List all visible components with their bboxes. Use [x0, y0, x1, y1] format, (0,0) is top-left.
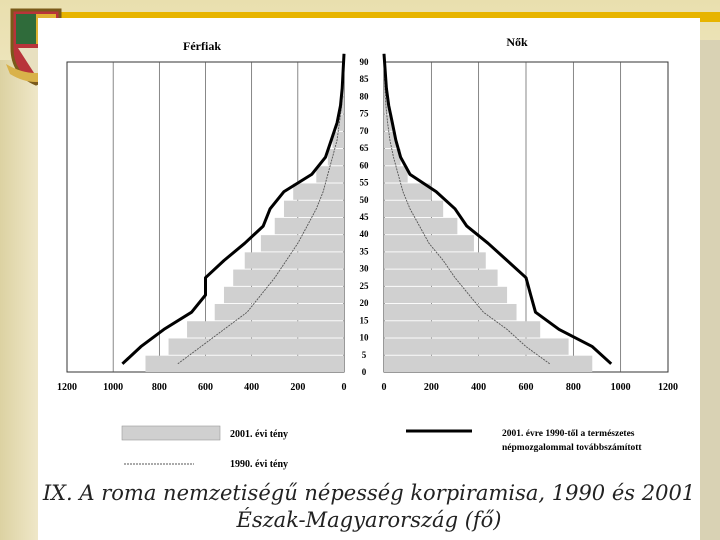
caption-line-1: IX. A roma nemzetiségű népesség korpiramisa, 1990 és 2001 [42, 481, 696, 505]
bar-male-2001 [187, 321, 344, 337]
y-tick-label: 40 [359, 229, 369, 240]
bar-male-2001 [316, 166, 344, 182]
y-tick-label: 85 [359, 74, 369, 85]
bar-female-2001 [384, 356, 592, 372]
x-tick-label-male: 0 [341, 382, 347, 393]
y-tick-label: 0 [361, 367, 367, 377]
plot-area [57, 54, 678, 393]
y-tick-label: 45 [359, 212, 369, 222]
bar-female-2001 [384, 166, 408, 182]
x-tick-label-female: 400 [471, 382, 487, 393]
x-tick-label-female: 600 [518, 382, 534, 393]
bar-female-2001 [384, 270, 498, 286]
y-tick-label: 55 [359, 177, 369, 188]
y-tick-label: 10 [359, 332, 369, 343]
bar-male-2001 [245, 252, 344, 268]
bar-female-2001 [384, 321, 540, 337]
x-tick-label-male: 400 [244, 382, 260, 393]
x-tick-label-female: 800 [565, 382, 581, 393]
bar-female-2001 [384, 304, 517, 320]
bar-male-2001 [233, 270, 344, 286]
y-tick-label: 65 [359, 143, 369, 154]
bar-male-2001 [261, 235, 344, 251]
bar-male-2001 [224, 287, 344, 303]
y-tick-label: 5 [361, 349, 367, 360]
y-tick-label: 30 [359, 263, 369, 274]
bar-male-2001 [275, 218, 344, 234]
bar-male-2001 [284, 201, 344, 217]
y-tick-label: 25 [359, 280, 369, 291]
legend [122, 426, 642, 470]
y-tick-label: 75 [359, 108, 369, 119]
x-tick-label-male: 600 [198, 382, 213, 393]
bar-male-2001 [293, 183, 344, 199]
right-title: Nők [506, 35, 528, 49]
x-tick-label-female: 200 [423, 382, 439, 393]
x-tick-label-male: 800 [151, 382, 167, 393]
y-tick-label: 20 [359, 298, 369, 309]
bar-male-2001 [169, 338, 344, 354]
legend-label-projection: 2001. évre 1990-től a természetes népmozgalommal továbbszámított [502, 429, 642, 453]
left-title: Férfiak [183, 39, 221, 53]
legend-label-2001: 2001. évi tény [230, 429, 289, 440]
y-tick-label: 15 [359, 315, 369, 326]
y-tick-label: 80 [359, 91, 369, 102]
y-tick-label: 60 [359, 160, 369, 171]
y-tick-label: 50 [359, 194, 369, 205]
bar-male-2001 [145, 356, 344, 372]
bar-female-2001 [384, 183, 431, 199]
x-tick-label-female: 1200 [658, 382, 678, 393]
x-tick-label-male: 1200 [57, 382, 77, 393]
caption-line-2: Észak-Magyarország (fő) [236, 508, 502, 532]
bar-female-2001 [384, 252, 486, 268]
y-tick-label: 90 [359, 57, 369, 67]
bar-male-2001 [328, 149, 344, 165]
legend-swatch-2001 [122, 426, 220, 440]
x-tick-label-male: 1000 [103, 382, 124, 393]
bar-male-2001 [215, 304, 344, 320]
y-tick-label: 70 [359, 125, 369, 136]
bar-female-2001 [384, 218, 457, 234]
bar-female-2001 [384, 338, 569, 354]
x-tick-label-female: 1000 [610, 382, 631, 393]
legend-label-1990: 1990. évi tény [230, 459, 289, 470]
x-tick-label-male: 200 [290, 382, 306, 393]
bar-female-2001 [384, 287, 507, 303]
x-tick-label-female: 0 [381, 382, 387, 393]
y-tick-label: 35 [359, 246, 369, 257]
